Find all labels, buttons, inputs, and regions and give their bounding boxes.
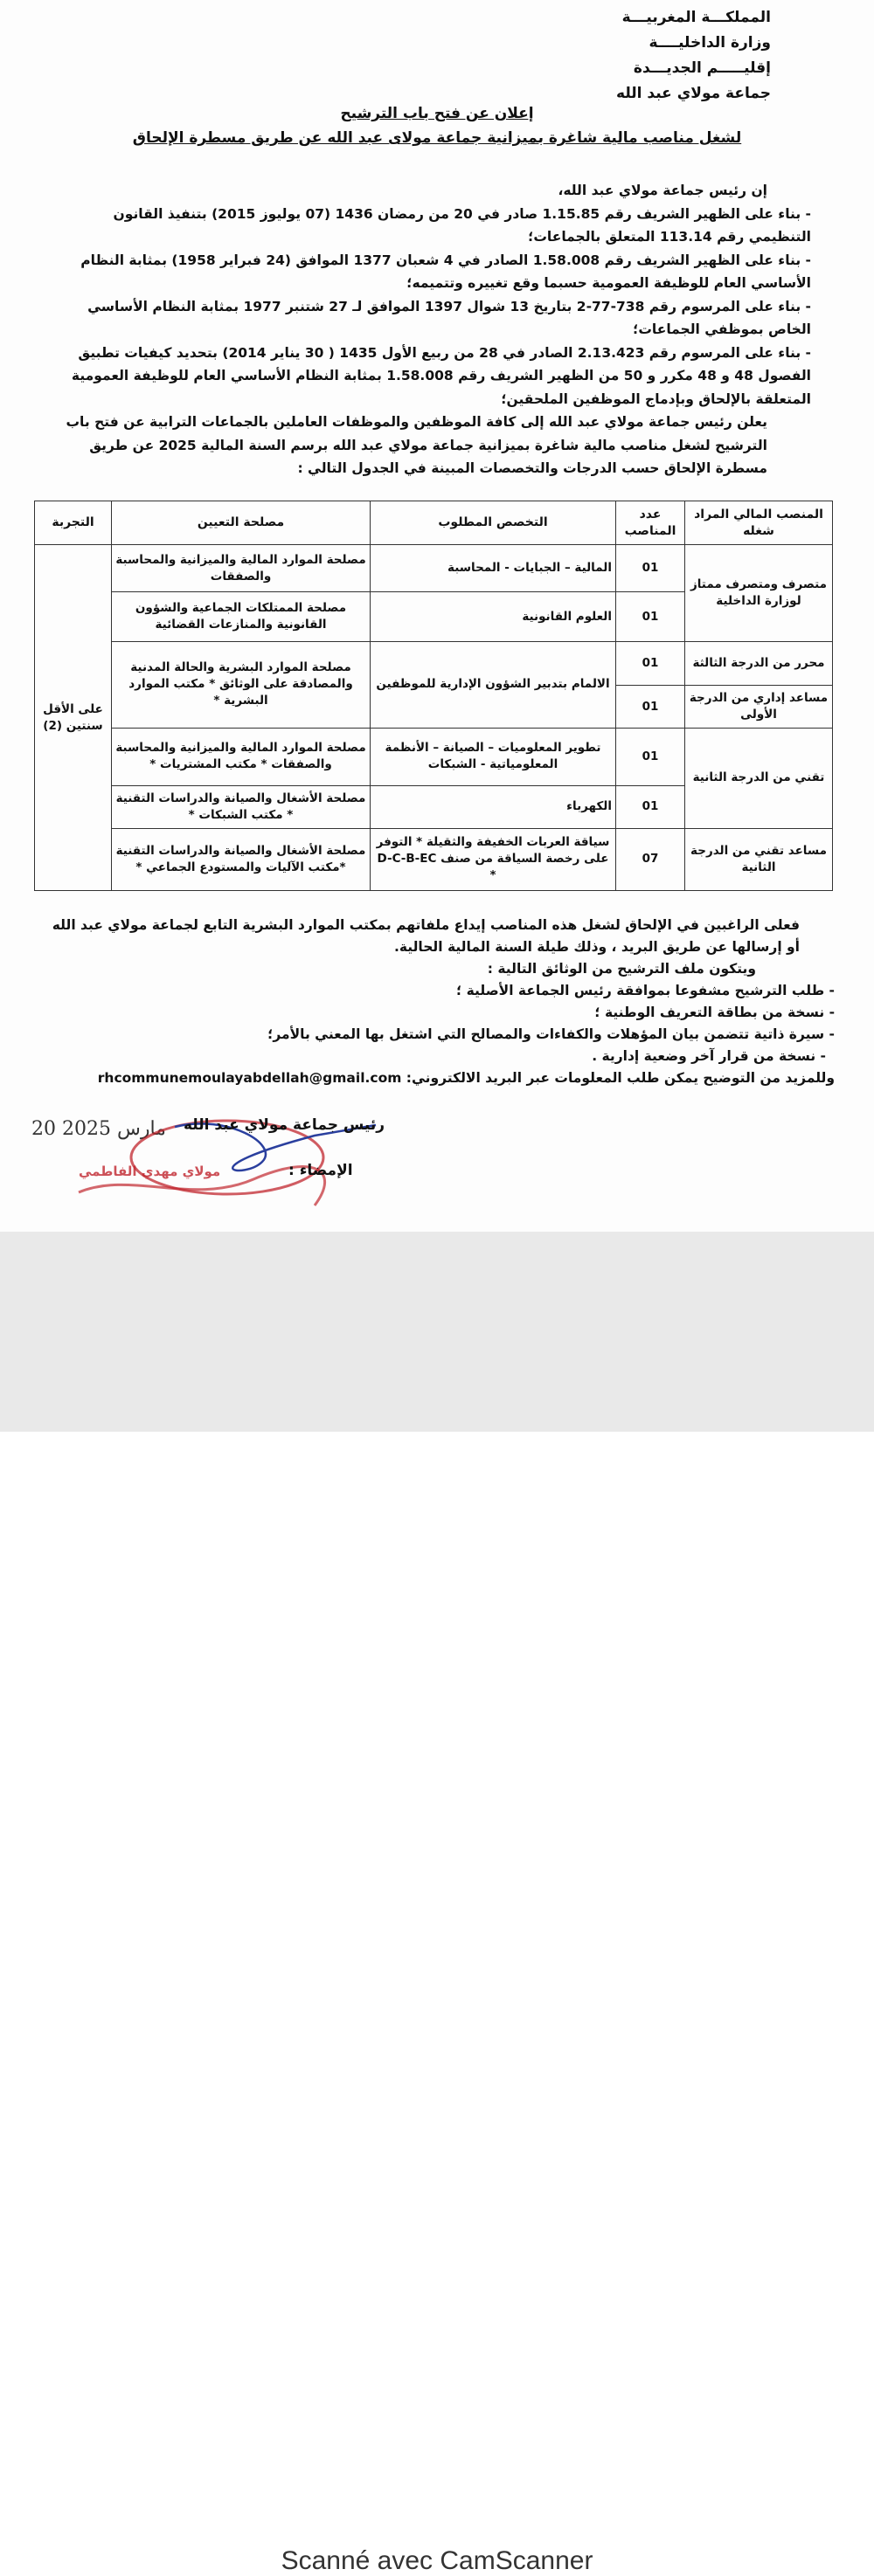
camscanner-watermark: Scanné avec CamScanner [281,2546,593,2575]
signatory-title: رئيس جماعة مولاي عبد الله [184,1116,385,1134]
specialty-cell: سياقة العربات الخفيفة والثقيلة * التوفر على رخصة السياقة من صنف D-C-B-EC * [371,828,616,890]
service-cell: مصلحة الموارد المالية والميزانية والمحاسبة والصفقات [112,545,371,592]
specialty-cell: المالية – الجبايات - المحاسبة [371,545,616,592]
post-cell: تقني من الدرجة الثانية [685,728,833,828]
count-cell: 01 [616,785,685,828]
contact-line [48,1067,835,1089]
legal-basis-item: - بناء على المرسوم رقم 738-77-2 بتاريخ 13 شوال 1397 الموافق لـ 27 شتنبر 1977 بمثابة النظام الأساسي الخاص بموظفي الجماعات؛ [87,298,811,337]
contact-text: وللمزيد من التوضيح يمكن طلب المعلومات عبر البريد الالكتروني: [406,1070,835,1086]
col-service: مصلحة التعيين [112,501,371,545]
legal-basis-item: - بناء على المرسوم رقم 2.13.423 الصادر في 28 من ربيع الأول 1435 ( 30 يناير 2014) بتحديد كيفيات تطبيق الفصول 48 و 48 مكرر و 50 من الظهير الشريف رقم 1.58.008 بمثابة النظام الأساسي العام للوظيفة العمومية المتعلقة بالإلحاق وبإدماج الموظفين الملحقين؛ [71,344,811,407]
count-cell: 07 [616,828,685,890]
announcement-text: يعلن رئيس جماعة مولاي عبد الله إلى كافة الموظفين والموظفات العاملين بالجماعات الترابية عن فتح باب الترشيح لشغل مناصب مالية شاغرة بميزانية جماعة مولاي عبد الله برسم السنة المالية 2025 عن طريق مسطرة الإلحاق حسب الدرجات والتخصصات المبينة في الجدول التالي : [66,414,767,476]
count-cell: 01 [616,686,685,728]
specialty-cell: الالمام بتدبير الشؤون الإدارية للموظفين [371,642,616,728]
document-item: - سيرة ذاتية تتضمن بيان المؤهلات والكفاءات والمصالح التي اشتغل بها المعني بالأمر؛ [267,1026,835,1042]
letterhead-line: المملكـــة المغربيـــة [621,9,771,26]
col-specialty: التخصص المطلوب [371,501,616,545]
count-cell: 01 [616,642,685,686]
service-cell: مصلحة الموارد البشرية والحالة المدنية والمصادقة على الوثائق * مكتب الموارد البشرية * [112,642,371,728]
table-row [35,642,833,686]
table-row [35,728,833,785]
post-cell: مساعد إداري من الدرجة الأولى [685,686,833,728]
service-cell: مصلحة الممتلكات الجماعية والشؤون القانونية والمنازعات القضائية [112,592,371,642]
service-cell: مصلحة الأشغال والصيانة والدراسات التقنية * مكتب الشبكات * [112,785,371,828]
col-count: عدد المناصب [616,501,685,545]
letterhead [616,5,771,107]
documents-intro: ويتكون ملف الترشيح من الوثائق التالية : [487,961,756,977]
preamble [59,179,811,480]
positions-table [34,501,833,891]
table-header-row [35,501,833,545]
experience-cell: على الأقل سنتين (2) [35,545,112,891]
letterhead-line: جماعة مولاي عبد الله [616,85,771,102]
count-cell: 01 [616,592,685,642]
document-item: - نسخة من قرار آخر وضعية إدارية . [592,1048,826,1064]
legal-basis-item: - بناء على الظهير الشريف رقم 1.58.008 الصادر في 4 شعبان 1377 الموافق (24 فبراير 1958) بمثابة النظام الأساسي العام للوظيفة العمومية حسبما وقع تغييره وتتميمه؛ [80,252,811,291]
intro: إن رئيس جماعة مولاي عبد الله، [558,183,767,198]
letterhead-line: وزارة الداخليــــة [649,34,771,52]
letterhead-line: إقليـــــم الجديـــدة [633,59,771,77]
post-cell: مساعد تقني من الدرجة الثانية [685,828,833,890]
signature-block [52,1109,402,1223]
col-post: المنصب المالي المراد شغله [685,501,833,545]
specialty-cell: العلوم القانونية [371,592,616,642]
signature-label: الإمضاء : [288,1162,353,1179]
count-cell: 01 [616,545,685,592]
document-item: - طلب الترشيح مشفوعا بموافقة رئيس الجماعة الأصلية ؛ [456,983,835,998]
post-cell: متصرف ومتصرف ممتاز لوزارة الداخلية [685,545,833,642]
service-cell: مصلحة الأشغال والصيانة والدراسات التقنية *مكتب الآليات والمستودع الجماعي * [112,828,371,890]
table-row [35,545,833,592]
contact-email: rhcommunemoulayabdellah@gmail.com [97,1070,402,1086]
submission-text: فعلى الراغبين في الإلحاق لشغل هذه المناصب إيداع ملفاتهم بمكتب الموارد البشرية التابع لجماعة مولاي عبد الله أو إرسالها عن طريق البريد ، وذلك طيلة السنة المالية الحالية. [52,917,800,955]
signature-date: 20 مارس 2025 [31,1118,166,1140]
announcement-subtitle: لشغل مناصب مالية شاغرة بميزانية جماعة مولاى عبد الله عن طريق مسطرة الإلحاق [132,129,742,147]
camscanner-footer [0,1232,874,2575]
legal-basis-item: - بناء على الظهير الشريف رقم 1.15.85 صادر في 20 من رمضان 1436 (07 يوليوز 2015) بتنفيذ القانون التنظيمي رقم 113.14 المتعلق بالجماعات؛ [113,205,811,245]
document-page [0,0,874,1232]
post-cell: محرر من الدرجة الثالثة [685,642,833,686]
document-item: - نسخة من بطاقة التعريف الوطنية ؛ [594,1005,835,1020]
application-instructions [48,915,835,1089]
specialty-cell: تطوير المعلوميات – الصيانة – الأنظمة المعلومياتية - الشبكات [371,728,616,785]
col-experience: التجربة [35,501,112,545]
table-row [35,828,833,890]
announcement-title: إعلان عن فتح باب الترشيح [340,105,534,122]
stamp-text: مولاي مهدي الفاطمي [79,1164,221,1179]
specialty-cell: الكهرباء [371,785,616,828]
service-cell: مصلحة الموارد المالية والميزانية والمحاسبة والصفقات * مكتب المشتريات * [112,728,371,785]
count-cell: 01 [616,728,685,785]
